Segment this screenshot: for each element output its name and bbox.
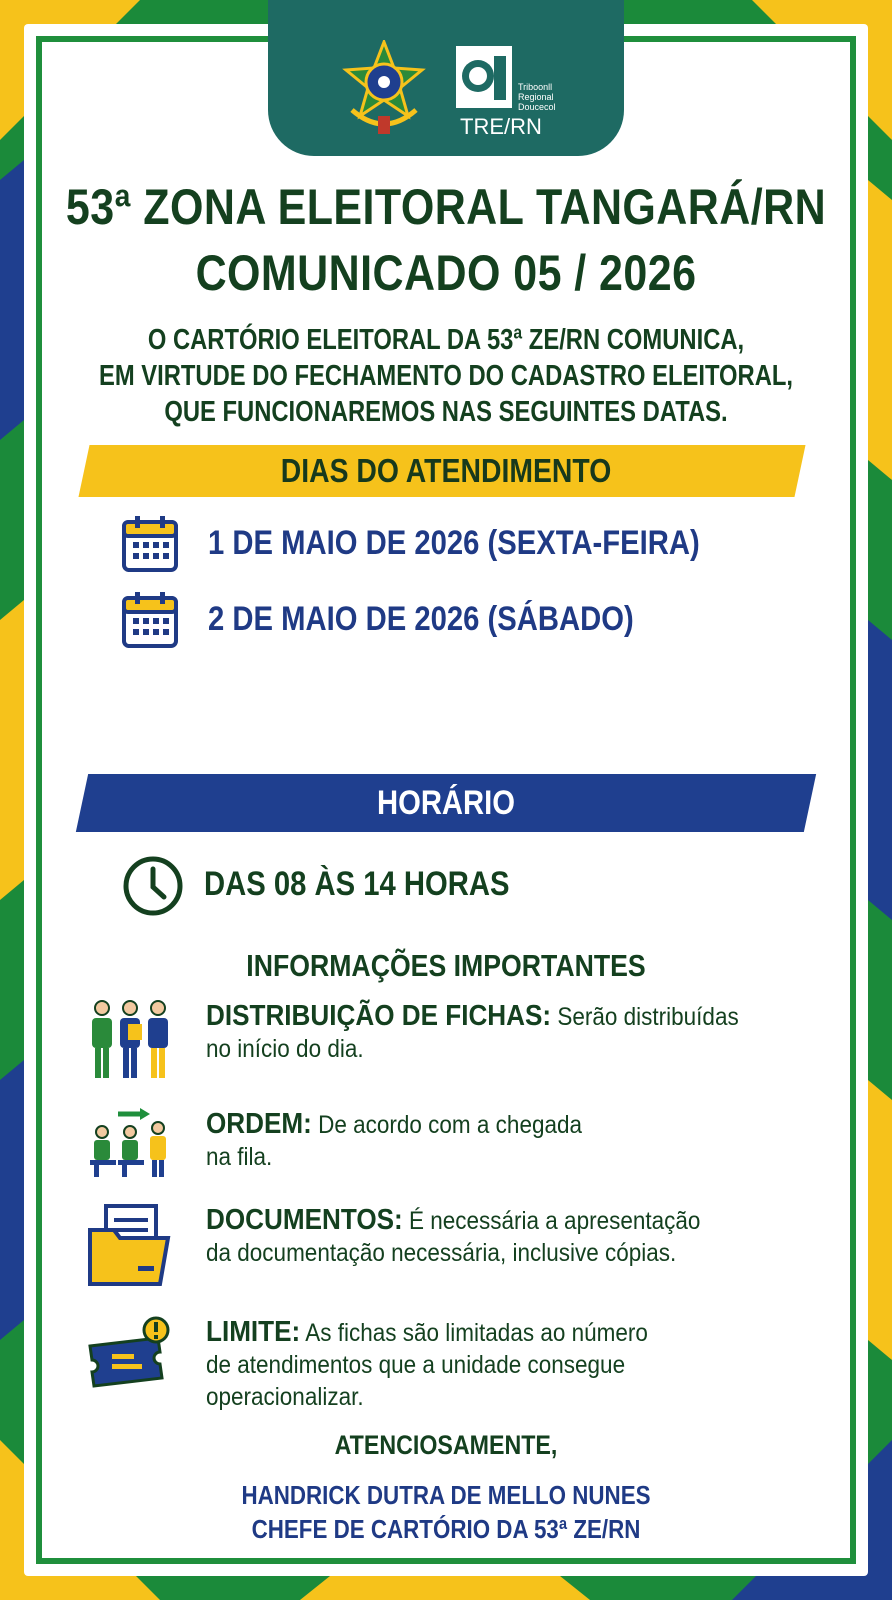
info-text — [206, 1000, 854, 1065]
tre-small-line: Regional — [518, 92, 554, 102]
people-group-icon — [88, 1000, 172, 1080]
signature — [62, 1478, 829, 1546]
queue-icon — [88, 1108, 172, 1178]
info-body: de atendimentos que a unidade consegue — [206, 1351, 626, 1379]
info-text — [206, 1204, 854, 1269]
info-body: na fila. — [206, 1143, 273, 1171]
hours-row — [122, 855, 510, 922]
hours-text: DAS 08 ÀS 14 HORAS — [204, 865, 510, 903]
tre-small-line: Doucecol — [518, 102, 556, 112]
days-heading: DIAS DO ATENDIMENTO — [280, 452, 612, 489]
info-body: É necessária a apresentação — [402, 1207, 701, 1235]
tre-small-text — [518, 82, 556, 112]
info-body: no início do dia. — [206, 1035, 364, 1063]
date-text: 1 DE MAIO DE 2026 (SEXTA-FEIRA) — [208, 524, 700, 562]
intro-line: O CARTÓRIO ELEITORAL DA 53ª ZE/RN COMUNICA, — [147, 324, 745, 356]
signature-role: CHEFE DE CARTÓRIO DA 53ª ZE/RN — [251, 1514, 641, 1544]
ticket-limit-icon — [88, 1316, 172, 1392]
info-label: DISTRIBUIÇÃO DE FICHAS: — [206, 1000, 552, 1032]
calendar-icon — [122, 590, 178, 648]
intro-line: EM VIRTUDE DO FECHAMENTO DO CADASTRO ELEITORAL, — [98, 360, 794, 392]
info-label: DOCUMENTOS: — [206, 1204, 403, 1236]
tre-name: TRE/RN — [460, 114, 542, 139]
calendar-icon — [122, 514, 178, 572]
clock-icon — [122, 855, 184, 917]
zone-title: 53ª ZONA ELEITORAL TANGARÁ/RN — [65, 179, 827, 235]
info-label: ORDEM: — [206, 1108, 312, 1140]
date-text: 2 DE MAIO DE 2026 (SÁBADO) — [208, 600, 634, 638]
tre-small-line: Triboonll — [518, 82, 553, 92]
info-text — [206, 1316, 854, 1413]
info-text — [206, 1108, 854, 1173]
info-heading: INFORMAÇÕES IMPORTANTES — [246, 948, 646, 983]
folder-documents-icon — [88, 1204, 172, 1288]
intro-line: QUE FUNCIONAREMOS NAS SEGUINTES DATAS. — [164, 396, 728, 428]
info-label: LIMITE: — [206, 1316, 301, 1348]
info-body: Serão distribuídas — [551, 1003, 739, 1031]
schedule-heading: HORÁRIO — [376, 784, 516, 822]
coat-of-arms-icon — [342, 40, 426, 140]
info-body: operacionalizar. — [206, 1383, 364, 1411]
tre-logo-icon — [456, 46, 512, 108]
info-body: da documentação necessária, inclusive cópias. — [206, 1239, 677, 1267]
closing-text: ATENCIOSAMENTE, — [334, 1430, 558, 1460]
info-body: De acordo com a chegada — [311, 1111, 583, 1139]
header-tab — [268, 0, 624, 156]
communique-title: COMUNICADO 05 / 2026 — [195, 245, 697, 301]
signature-name: HANDRICK DUTRA DE MELLO NUNES — [241, 1480, 651, 1510]
info-body: As fichas são limitadas ao número — [300, 1319, 648, 1347]
intro-text — [80, 322, 811, 430]
